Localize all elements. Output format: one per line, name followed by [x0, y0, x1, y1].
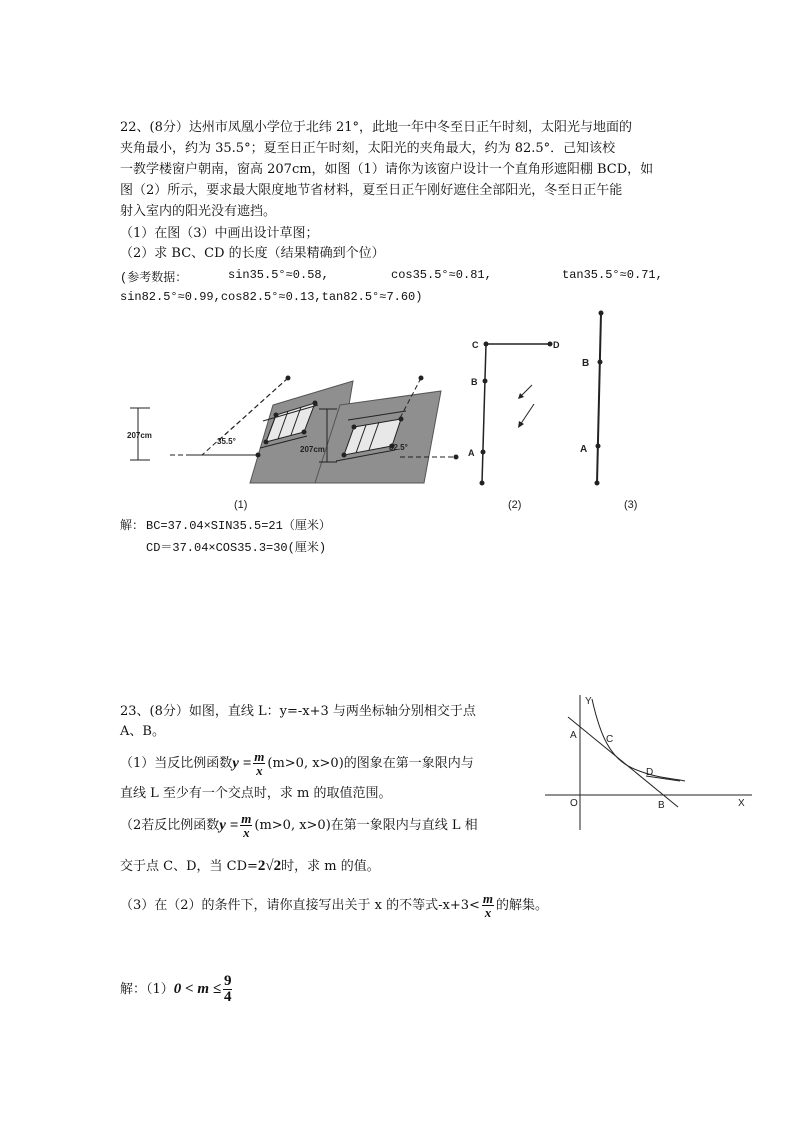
m-over-x-fraction-2: [240, 812, 252, 839]
m-over-x-fraction-3: [482, 892, 494, 919]
q22-figures: [110, 305, 670, 520]
solution-numerator: 9: [223, 973, 232, 989]
fig-caption-2: (2): [508, 499, 522, 511]
q22-solution-line2: CD＝37.04×COS35.3=30(厘米): [146, 541, 327, 555]
point-A-label: A: [468, 448, 475, 458]
q23-part2-suffix: (m>0, x>0)在第一象限内与直线 L 相: [254, 818, 478, 833]
nine-quarters-fraction: [223, 974, 233, 1005]
height-label-2: 207cm: [300, 445, 325, 454]
q23-part3-suffix: 的解集。: [496, 898, 549, 913]
q22-solution-line1: BC=37.04×SIN35.5=21（厘米）: [146, 519, 331, 533]
q23-part2-line2: [120, 858, 380, 875]
q22-solution-label: 解：: [120, 519, 145, 533]
fig3-B-label: B: [582, 358, 590, 369]
q23-part2-cd-prefix: 交于点 C、D，当 CD=: [120, 859, 258, 874]
line-L: [568, 717, 678, 807]
q23-line-2: A、B。: [120, 724, 165, 739]
q23-part3-prefix: （3）在（2）的条件下，请你直接写出关于 x 的不等式-x+3<: [120, 898, 480, 913]
q23-part1-line2: 直线 L 至少有一个交点时，求 m 的取值范围。: [120, 786, 392, 801]
solution-inequality: 0 < m ≤: [173, 981, 221, 997]
figure-1: [127, 376, 353, 512]
graph-point-C: C: [606, 734, 614, 745]
q22-sub2: （2）求 BC、CD 的长度（结果精确到个位）: [120, 246, 385, 261]
point-D-label: D: [553, 340, 560, 350]
q22-line-3: 一教学楼窗户朝南，窗高 207cm，如图（1）请你为该窗户设计一个直角形遮阳棚 BCD，如: [120, 162, 654, 177]
fraction-denominator-3: x: [484, 905, 492, 920]
q23-part1-line1: [120, 750, 474, 777]
point-B-label: B: [471, 377, 478, 387]
fraction-numerator-2: m: [241, 811, 252, 826]
q22-line-4: 图（2）所示，要求最大限度地节省材料，夏至日正午刚好遮住全部阳光，冬至日正午能: [120, 183, 623, 198]
origin-label: O: [570, 798, 578, 809]
graph-point-A: A: [570, 730, 577, 741]
fraction-numerator-3: m: [482, 891, 494, 906]
q22-ref-label: (参考数据：: [120, 271, 188, 285]
y-axis-label: Y: [585, 696, 592, 707]
angle-label-1: 35.5°: [217, 437, 236, 446]
fraction-numerator: m: [254, 749, 265, 764]
fraction-denominator: x: [256, 763, 263, 778]
figure-2-awning: [468, 340, 560, 511]
q22-sub1: （1）在图（3）中画出设计草图；: [120, 226, 319, 241]
solution-denominator: 4: [223, 989, 232, 1005]
q23-part2-prefix: （2若反比例函数: [120, 818, 220, 833]
q23-solution-label: 解：（1）: [120, 982, 174, 997]
q22-line-5: 射入室内的阳光没有遮挡。: [120, 204, 277, 219]
q23-part3: [120, 892, 548, 920]
fig3-A-label: A: [580, 444, 588, 455]
height-label-1: 207cm: [127, 431, 152, 440]
fig-caption-3: (3): [624, 499, 638, 511]
fig-caption-1: (1): [234, 499, 248, 511]
cd-value: 2√2: [257, 858, 282, 874]
q23-solution: [120, 972, 234, 1007]
point-C-label: C: [472, 340, 479, 350]
fraction-denominator-2: x: [243, 825, 250, 840]
y-equals-2: y =: [219, 817, 239, 834]
q22-line-2: 夹角最小，约为 35.5°；夏至日正午时刻，太阳光的夹角最大，约为 82.5°．己知该校: [120, 141, 616, 156]
q22-ref-line2: sin82.5°≈0.99,cos82.5°≈0.13,tan82.5°≈7.60): [120, 290, 423, 304]
y-equals: y =: [232, 755, 252, 772]
graph-point-B: B: [658, 800, 665, 811]
q22-line-1: 22、(8分）达州市凤凰小学位于北纬 21°，此地一年中冬至日正午时刻，太阳光与地面的: [120, 120, 633, 135]
q22-ref-b: cos35.5°≈0.81,: [391, 268, 492, 282]
q23-part1-prefix: （1）当反比例函数: [120, 756, 233, 771]
q23-part1-suffix: (m>0, x>0)的图象在第一象限内与: [267, 756, 474, 771]
q23-part2-line1: [120, 812, 478, 839]
q22-ref-c: tan35.5°≈0.71,: [562, 268, 663, 282]
q23-part2-cd-suffix: 时，求 m 的值。: [281, 859, 380, 874]
q22-ref-a: sin35.5°≈0.58,: [228, 268, 329, 282]
figure-3: [580, 311, 637, 512]
m-over-x-fraction: [253, 750, 265, 777]
graph-point-D: D: [646, 767, 654, 778]
q23-line-1: 23、(8分）如图，直线 L：y=-x+3 与两坐标轴分别相交于点: [120, 704, 476, 719]
x-axis-label: X: [738, 798, 745, 809]
angle-label-2: 82.5°: [389, 443, 408, 452]
q23-graph: [540, 690, 760, 835]
